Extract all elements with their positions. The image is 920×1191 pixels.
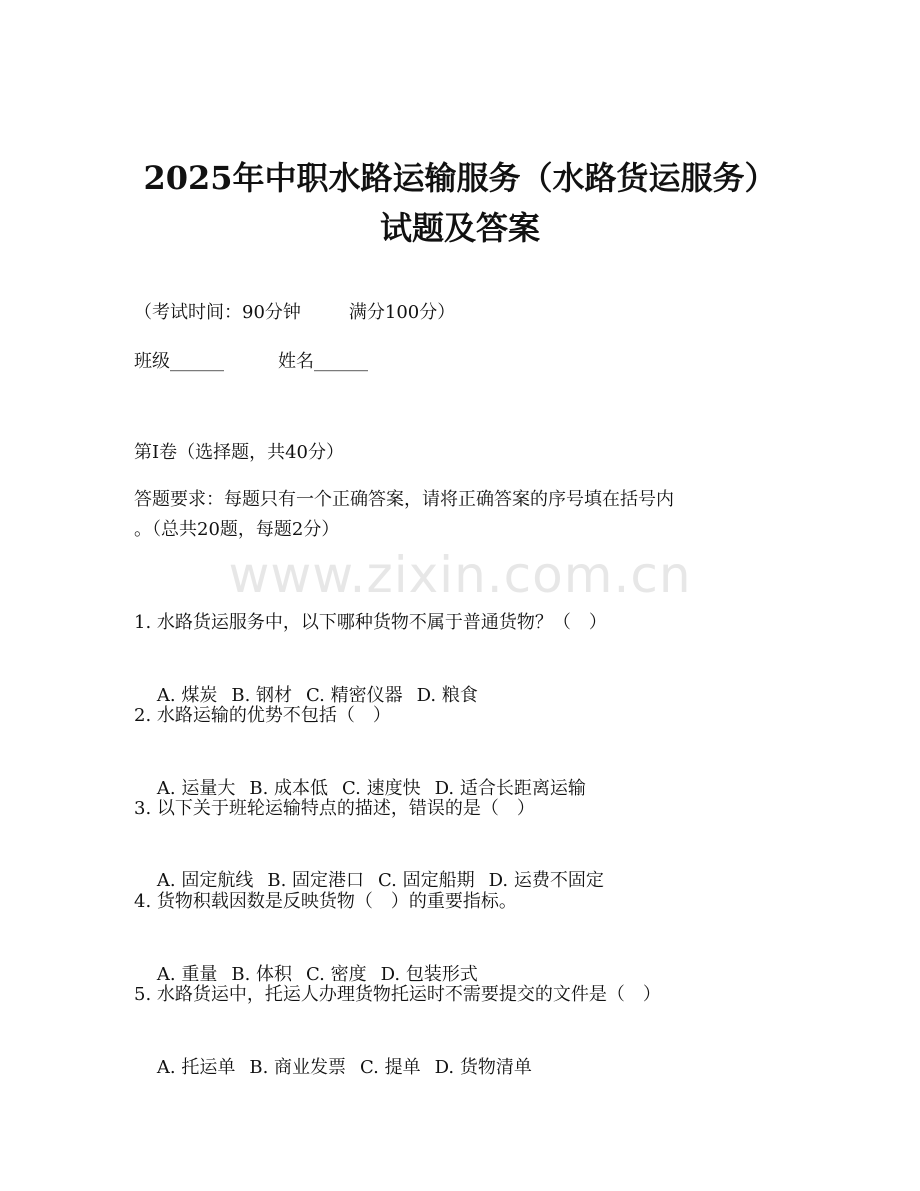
option-a: A. 煤炭 [156,685,218,706]
option-b: B. 成本低 [249,778,329,799]
option-b: B. 钢材 [231,685,293,706]
option-d: D. 粮食 [416,685,478,706]
option-c: C. 精密仪器 [306,685,403,706]
question-5: 5. 水路货运中，托运人办理货物托运时不需要提交的文件是（ ） [134,984,661,1005]
option-d: D. 包装形式 [380,964,478,985]
section-title: 第I卷（选择题，共40分） [134,442,345,463]
option-d: D. 运费不固定 [488,870,604,891]
student-fields [134,349,368,375]
watermark: www.zixin.com.cn [228,546,692,604]
option-b: B. 固定港口 [267,870,365,891]
question-5-options [134,1029,532,1107]
question-1: 1. 水路货运服务中，以下哪种货物不属于普通货物？（ ） [134,612,607,633]
option-a: A. 重量 [156,964,218,985]
option-a: A. 固定航线 [156,870,254,891]
exam-info [134,300,455,326]
option-a: A. 托运单 [156,1057,236,1078]
question-2: 2. 水路运输的优势不包括（ ） [134,705,391,726]
option-b: B. 商业发票 [249,1057,347,1078]
option-d: D. 货物清单 [434,1057,532,1078]
exam-score: 满分100分） [348,302,456,323]
document-title-line-1: 2025年中职水路运输服务（水路货运服务） [143,159,777,197]
option-c: C. 密度 [306,964,367,985]
class-field: 班级______ [134,351,224,372]
option-c: C. 固定船期 [378,870,475,891]
name-field: 姓名______ [278,351,368,372]
option-a: A. 运量大 [156,778,236,799]
option-c: C. 速度快 [342,778,421,799]
option-c: C. 提单 [360,1057,421,1078]
option-b: B. 体积 [231,964,293,985]
option-d: D. 适合长距离运输 [434,778,586,799]
document-title-line-2: 试题及答案 [379,209,540,247]
exam-time: （考试时间：90分钟 [134,302,301,323]
instructions-line-2: 。（总共20题，每题2分） [134,519,340,540]
instructions-line-1: 答题要求：每题只有一个正确答案，请将正确答案的序号填在括号内 [134,489,674,510]
question-3: 3. 以下关于班轮运输特点的描述，错误的是（ ） [134,798,535,819]
question-4: 4. 货物积载因数是反映货物（ ）的重要指标。 [134,891,517,912]
